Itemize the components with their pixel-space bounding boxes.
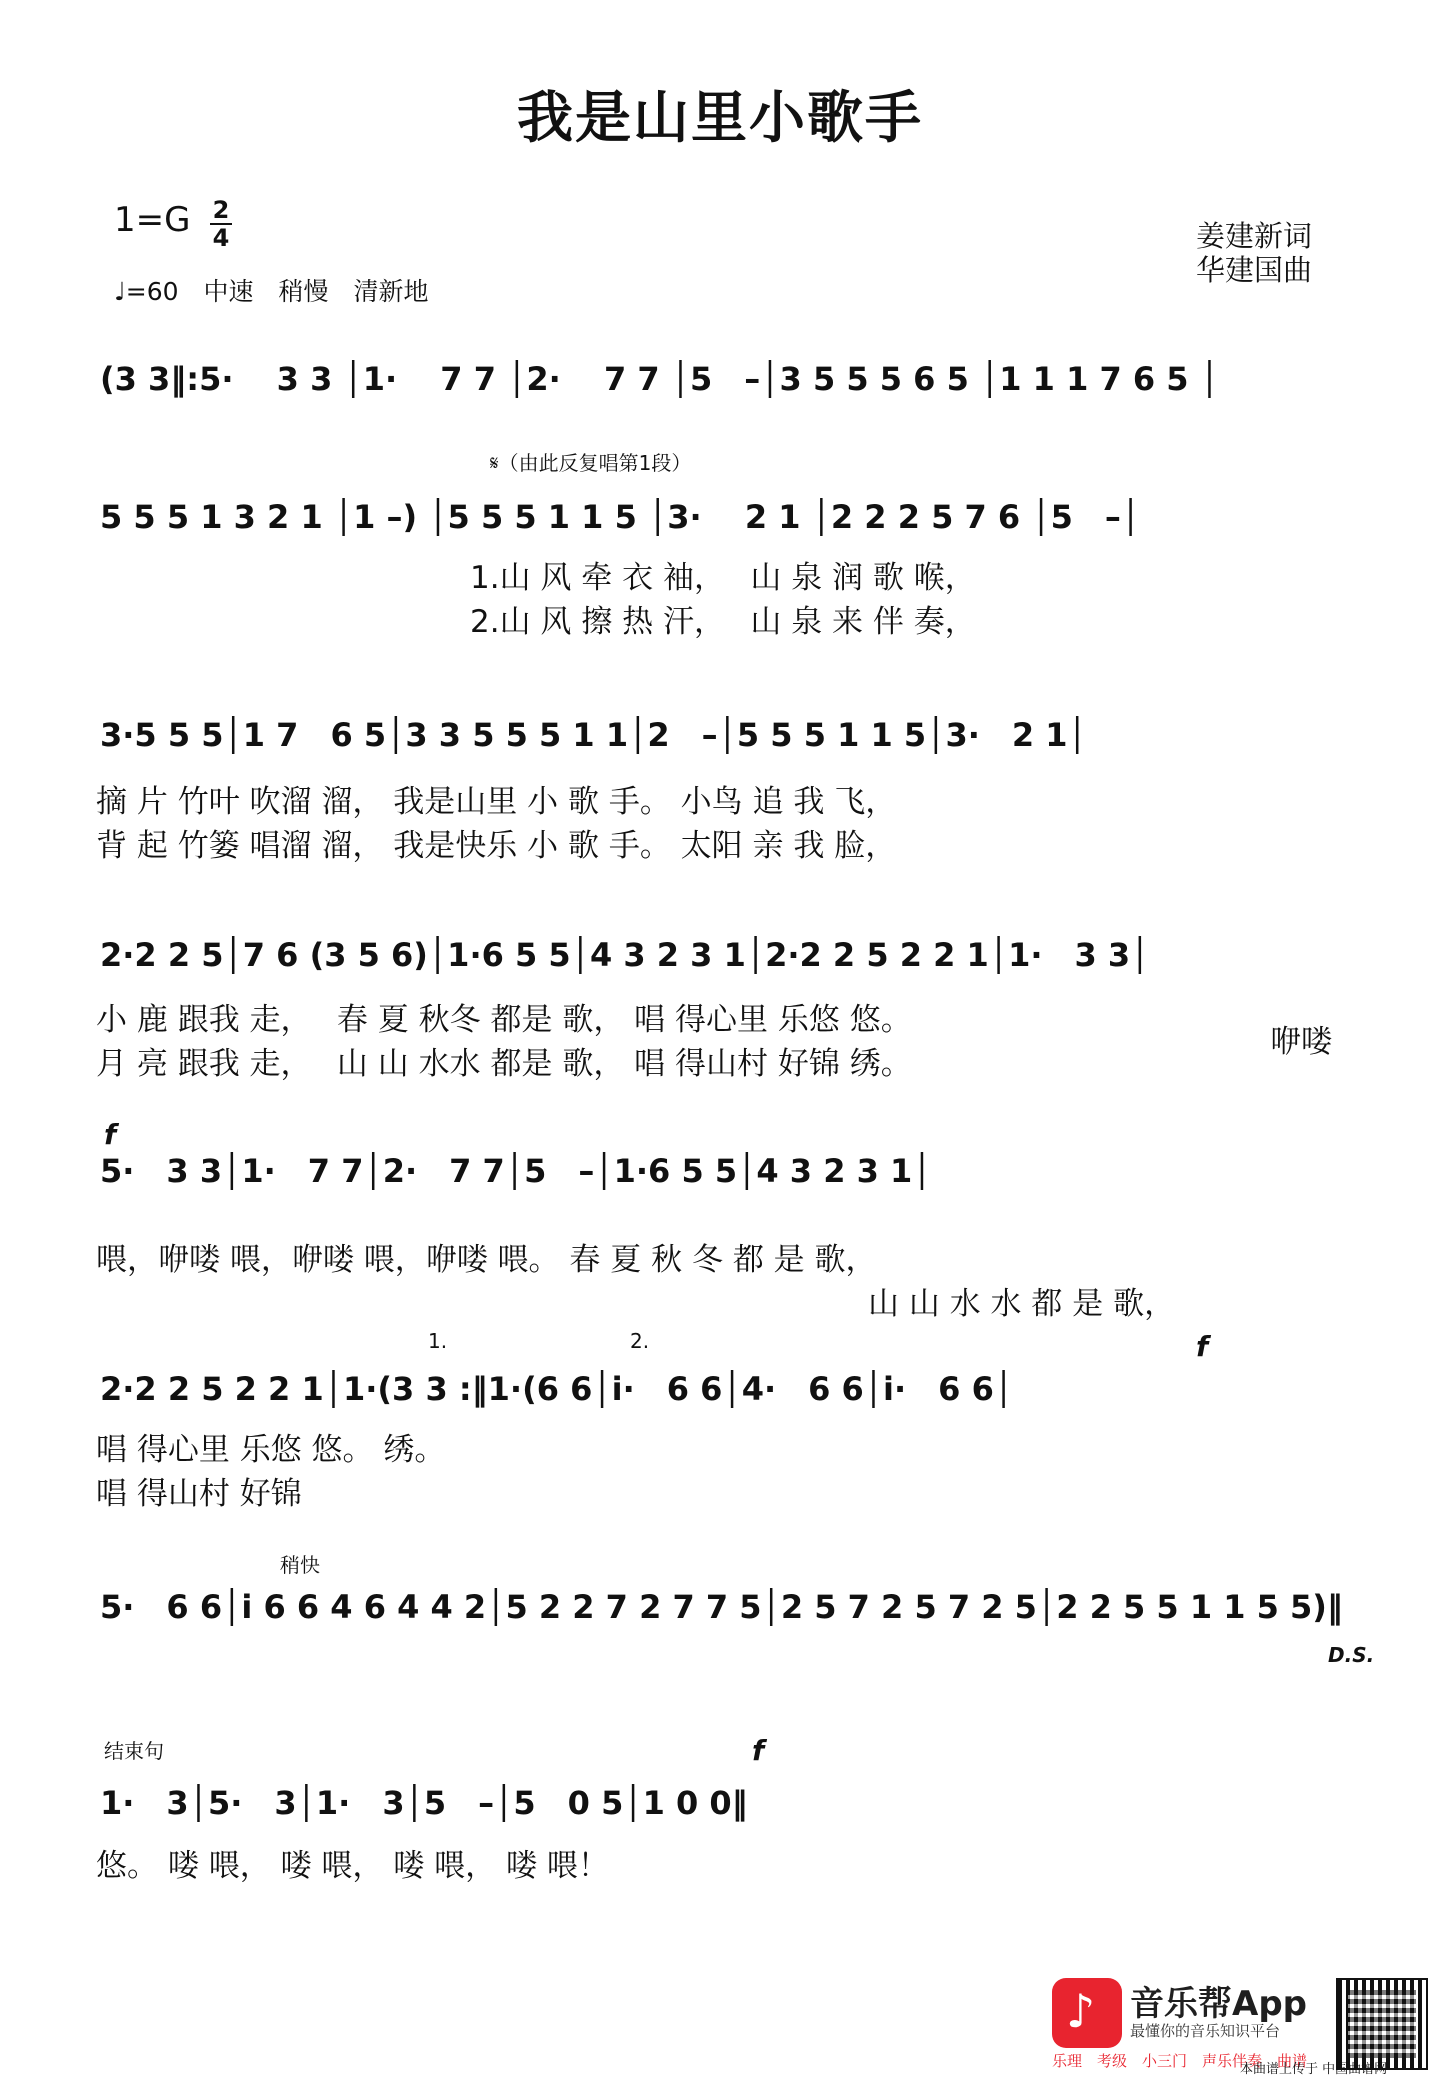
- upload-note: 本曲谱上传于 中国曲谱网: [1240, 2062, 1388, 2077]
- song-title: 我是山里小歌手: [517, 85, 923, 151]
- forte-mark-2: f: [1196, 1330, 1209, 1363]
- system-2: [100, 451, 1140, 640]
- lyrics-row-2-verse-2: 2.山 风 擦 热 汗， 山 泉 来 伴 奏，: [470, 604, 976, 640]
- lyrics-row-3-verse-1: 摘 片 竹叶 吹溜 溜， 我是山里 小 歌 手。 小鸟 追 我 飞，: [96, 784, 897, 820]
- forte-mark-3: f: [752, 1734, 765, 1767]
- notation-row-2: 5 5 5 1 3 2 1 │1 –) │5 5 5 1 1 5 │3· 2 1 │2 2 2 5 7 6 │5 –│: [100, 498, 1141, 536]
- notation-row-1: (3 3‖:5· 3 3 │1· 7 7 │2· 7 7 │5 –│3 5 5 5 6 5 │1 1 1 7 6 5 │: [100, 360, 1219, 398]
- tempo-marking: ♩=60 中速 稍慢 清新地: [114, 277, 429, 306]
- time-denominator: 4: [212, 224, 230, 252]
- app-brand: 音乐帮App: [1130, 1984, 1307, 2024]
- refrain-tail: 咿喽: [1270, 1024, 1332, 1060]
- lyrics-row-3-verse-2: 背 起 竹篓 唱溜 溜， 我是快乐 小 歌 手。 太阳 亲 我 脸，: [96, 828, 897, 864]
- system-5: [96, 1118, 1175, 1322]
- key-signature: 1=G: [114, 200, 191, 240]
- system-8: [96, 1734, 768, 1884]
- ds-mark: D.S.: [1328, 1643, 1375, 1667]
- lyrics-row-5-verse-2: 山 山 水 水 都 是 歌，: [868, 1286, 1176, 1322]
- lyrics-row-8: 悠。 喽 喂， 喽 喂， 喽 喂， 喽 喂！: [96, 1848, 609, 1884]
- system-3: [96, 715, 1087, 864]
- forte-mark-1: f: [104, 1118, 117, 1151]
- segno-note: 𝄋（由此反复唱第1段）: [490, 451, 692, 475]
- qr-code-icon: [1336, 1978, 1428, 2070]
- system-4: [96, 935, 1332, 1082]
- notation-row-4: 2·2 2 5│7 6 (3 5 6)│1·6 5 5│4 3 2 3 1│2·2 2 5 2 2 1│1· 3 3│: [100, 936, 1150, 974]
- lyricist-credit: 姜建新词: [1195, 219, 1312, 253]
- notation-row-7: 5· 6 6│i 6 6 4 6 4 4 2│5 2 2 7 2 7 7 5│2 5 7 2 5 7 2 5│2 2 5 5 1 1 5 5)‖: [100, 1588, 1343, 1626]
- music-note-icon: ♪: [1066, 1984, 1096, 2038]
- notation-row-8: 1· 3│5· 3│1· 3│5 –│5 0 5│1 0 0‖: [100, 1784, 748, 1822]
- app-tags: 乐理 考级 小三门 声乐伴奏 曲谱: [1052, 2052, 1308, 2070]
- lyrics-row-4-verse-1: 小 鹿 跟我 走， 春 夏 秋冬 都是 歌， 唱 得心里 乐悠 悠。: [96, 1002, 912, 1038]
- notation-row-3: 3·5 5 5│1 7 6 5│3 3 5 5 5 1 1│2 –│5 5 5 1 1 5│3· 2 1│: [100, 716, 1087, 754]
- time-signature: [210, 198, 232, 250]
- composer-credit: 华建国曲: [1195, 253, 1312, 287]
- system-6: [96, 1329, 1212, 1512]
- lyrics-row-5-verse-1: 喂，咿喽 喂，咿喽 喂，咿喽 喂。 春 夏 秋 冬 都 是 歌，: [96, 1242, 877, 1278]
- lyrics-row-6-verse-2: 唱 得山村 好锦: [96, 1476, 302, 1512]
- system-7: [100, 1553, 1374, 1667]
- notation-row-6: 2·2 2 5 2 2 1│1·(3 3 :‖1·(6 6│i· 6 6│4· 6 6│i· 6 6│: [100, 1370, 1014, 1408]
- ending-2-label: 2.: [630, 1329, 650, 1353]
- ending-1-label: 1.: [428, 1329, 448, 1353]
- time-numerator: 2: [212, 196, 230, 224]
- notation-row-5: 5· 3 3│1· 7 7│2· 7 7│5 –│1·6 5 5│4 3 2 3 1│: [100, 1152, 932, 1190]
- system-1: [100, 359, 1219, 399]
- lyrics-row-2-verse-1: 1.山 风 牵 衣 袖， 山 泉 润 歌 喉，: [470, 560, 976, 596]
- app-slogan: 最懂你的音乐知识平台: [1130, 2022, 1281, 2040]
- lyrics-row-6-verse-1: 唱 得心里 乐悠 悠。 绣。: [96, 1432, 446, 1468]
- lyrics-row-4-verse-2: 月 亮 跟我 走， 山 山 水水 都是 歌， 唱 得山村 好锦 绣。: [96, 1046, 912, 1082]
- faster-mark: 稍快: [280, 1553, 320, 1577]
- coda-label: 结束句: [104, 1739, 164, 1763]
